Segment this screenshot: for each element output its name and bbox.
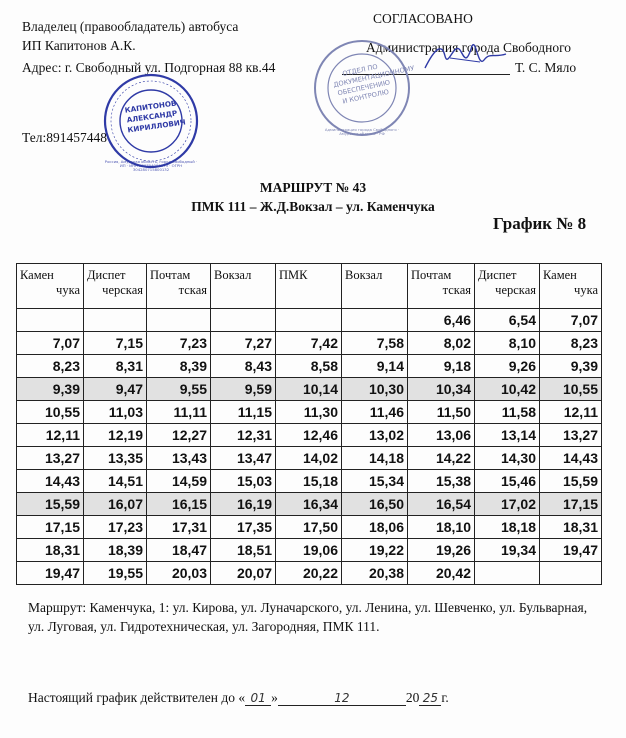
table-header-row: [17, 264, 602, 309]
time-cell: 15,03: [211, 470, 276, 493]
time-cell: 18,10: [408, 516, 475, 539]
time-cell: 14,02: [276, 447, 342, 470]
time-cell: 18,31: [540, 516, 602, 539]
time-cell: [147, 309, 211, 332]
owner-phone: Тел:891457448: [22, 130, 107, 145]
column-header-part: Почтам: [150, 268, 191, 282]
time-cell: 16,54: [408, 493, 475, 516]
time-cell: 8,43: [211, 355, 276, 378]
time-cell: 9,14: [342, 355, 408, 378]
time-cell: 9,47: [84, 378, 147, 401]
validity-suffix: г.: [441, 690, 449, 705]
time-cell: 19,55: [84, 562, 147, 585]
table-row: [17, 378, 602, 401]
time-cell: 12,46: [276, 424, 342, 447]
time-cell: 6,46: [408, 309, 475, 332]
signature: [420, 38, 510, 76]
column-header-part: Диспет: [478, 268, 517, 282]
admin-seal-ring: Администрация города Свободного · Амурская область · РФ: [324, 127, 400, 136]
time-cell: 6,54: [475, 309, 540, 332]
time-cell: [276, 309, 342, 332]
time-cell: 10,55: [17, 401, 84, 424]
time-cell: 19,47: [540, 539, 602, 562]
column-header: [84, 264, 147, 309]
column-header-part: черская: [495, 283, 536, 297]
owner-name: ИП Капитонов А.К.: [22, 38, 136, 53]
column-header-part: ПМК: [279, 268, 308, 282]
time-cell: 9,59: [211, 378, 276, 401]
time-cell: 12,11: [540, 401, 602, 424]
time-cell: 11,30: [276, 401, 342, 424]
time-cell: 7,58: [342, 332, 408, 355]
time-cell: 11,50: [408, 401, 475, 424]
time-cell: 10,34: [408, 378, 475, 401]
time-cell: 14,43: [540, 447, 602, 470]
time-cell: 7,07: [540, 309, 602, 332]
time-cell: 15,34: [342, 470, 408, 493]
time-cell: 16,15: [147, 493, 211, 516]
column-header-part: Вокзал: [214, 268, 252, 282]
time-cell: 13,06: [408, 424, 475, 447]
table-row: [17, 332, 602, 355]
time-cell: 17,02: [475, 493, 540, 516]
validity-prefix: Настоящий график действителен до «: [28, 690, 246, 705]
time-cell: [342, 309, 408, 332]
approval-name: Т. С. Мяло: [515, 60, 577, 75]
column-header: [147, 264, 211, 309]
time-cell: 8,39: [147, 355, 211, 378]
time-cell: 14,30: [475, 447, 540, 470]
time-cell: 9,26: [475, 355, 540, 378]
time-cell: 13,14: [475, 424, 540, 447]
time-cell: 16,34: [276, 493, 342, 516]
time-cell: 8,23: [540, 332, 602, 355]
time-cell: 20,42: [408, 562, 475, 585]
time-cell: 14,51: [84, 470, 147, 493]
time-cell: 12,11: [17, 424, 84, 447]
table-row: [17, 562, 602, 585]
schedule-number: График № 8: [493, 214, 587, 233]
column-header: [211, 264, 276, 309]
time-cell: 13,43: [147, 447, 211, 470]
time-cell: 11,15: [211, 401, 276, 424]
time-cell: 16,50: [342, 493, 408, 516]
column-header-part: Камен: [543, 268, 577, 282]
time-cell: 14,22: [408, 447, 475, 470]
route-subtitle: ПМК 111 – Ж.Д.Вокзал – ул. Каменчука: [191, 199, 435, 214]
time-cell: 9,39: [540, 355, 602, 378]
validity-month: 12: [278, 691, 406, 706]
column-header-part: чука: [574, 283, 598, 297]
time-cell: 14,59: [147, 470, 211, 493]
time-cell: 18,06: [342, 516, 408, 539]
time-cell: 9,55: [147, 378, 211, 401]
time-cell: 17,23: [84, 516, 147, 539]
time-cell: 12,19: [84, 424, 147, 447]
column-header-part: чука: [56, 283, 80, 297]
time-cell: 19,06: [276, 539, 342, 562]
time-cell: [540, 562, 602, 585]
table-row: [17, 401, 602, 424]
column-header-part: Камен: [20, 268, 54, 282]
time-cell: [17, 309, 84, 332]
time-cell: 10,14: [276, 378, 342, 401]
approval-org: Администрация города Свободного: [366, 40, 572, 55]
validity-year: 25: [419, 691, 441, 706]
time-cell: 17,15: [17, 516, 84, 539]
time-cell: 18,39: [84, 539, 147, 562]
time-cell: 8,23: [17, 355, 84, 378]
validity-line: [28, 690, 449, 706]
time-cell: [475, 562, 540, 585]
time-cell: 14,18: [342, 447, 408, 470]
column-header: [540, 264, 602, 309]
time-cell: 7,23: [147, 332, 211, 355]
admin-seal: [312, 38, 416, 138]
time-cell: 17,50: [276, 516, 342, 539]
owner-title: Владелец (правообладатель) автобуса: [22, 19, 239, 34]
time-cell: 15,59: [17, 493, 84, 516]
time-cell: 15,59: [540, 470, 602, 493]
time-cell: 10,30: [342, 378, 408, 401]
column-header: [475, 264, 540, 309]
time-cell: 7,07: [17, 332, 84, 355]
column-header-part: черская: [102, 283, 143, 297]
column-header-part: Почтам: [411, 268, 452, 282]
owner-seal-text: КАПИТОНОВ АЛЕКСАНДР КИРИЛЛОВИЧ: [124, 98, 187, 135]
time-cell: 12,31: [211, 424, 276, 447]
time-cell: 17,15: [540, 493, 602, 516]
time-cell: 18,31: [17, 539, 84, 562]
column-header: [17, 264, 84, 309]
time-cell: 7,15: [84, 332, 147, 355]
time-cell: 8,58: [276, 355, 342, 378]
time-cell: 13,47: [211, 447, 276, 470]
table-row: [17, 516, 602, 539]
time-cell: 16,19: [211, 493, 276, 516]
time-cell: 15,38: [408, 470, 475, 493]
time-cell: 18,51: [211, 539, 276, 562]
column-header-part: Вокзал: [345, 268, 383, 282]
time-cell: 12,27: [147, 424, 211, 447]
time-cell: 19,22: [342, 539, 408, 562]
table-row: [17, 493, 602, 516]
admin-seal-text: ОТДЕЛ ПО ДОКУМЕНТАЦИОННОМУ ОБЕСПЕЧЕНИЮ И КОНТРОЛЮ: [332, 62, 416, 106]
time-cell: 17,31: [147, 516, 211, 539]
timetable: [16, 263, 602, 585]
time-cell: 15,46: [475, 470, 540, 493]
time-cell: 19,34: [475, 539, 540, 562]
time-cell: 11,58: [475, 401, 540, 424]
time-cell: 15,18: [276, 470, 342, 493]
approval-title: СОГЛАСОВАНО: [373, 11, 473, 26]
time-cell: 20,03: [147, 562, 211, 585]
column-header-part: Диспет: [87, 268, 126, 282]
time-cell: 18,18: [475, 516, 540, 539]
owner-seal: [102, 72, 200, 170]
time-cell: 8,31: [84, 355, 147, 378]
validity-year-prefix: 20: [405, 690, 420, 705]
table-row: [17, 539, 602, 562]
time-cell: 11,03: [84, 401, 147, 424]
column-header-part: тская: [442, 283, 471, 297]
time-cell: 9,39: [17, 378, 84, 401]
owner-address: Адрес: г. Свободный ул. Подгорная 88 кв.44: [22, 60, 276, 75]
validity-mid: »: [271, 690, 278, 705]
time-cell: 7,42: [276, 332, 342, 355]
table-row: [17, 470, 602, 493]
column-header-part: тская: [178, 283, 207, 297]
table-row: [17, 355, 602, 378]
time-cell: 10,55: [540, 378, 602, 401]
column-header: [408, 264, 475, 309]
time-cell: 20,07: [211, 562, 276, 585]
table-row: [17, 309, 602, 332]
route-description: Маршрут: Каменчука, 1: ул. Кирова, ул. Луначарского, ул. Ленина, ул. Шевченко, ул. Бульварная, ул. Луговая, ул. Гидротехническая, ул. Загородняя, ПМК 111.: [28, 600, 588, 634]
time-cell: 11,46: [342, 401, 408, 424]
time-cell: 19,26: [408, 539, 475, 562]
time-cell: 10,42: [475, 378, 540, 401]
time-cell: 13,27: [17, 447, 84, 470]
time-cell: 7,27: [211, 332, 276, 355]
table-row: [17, 424, 602, 447]
time-cell: 9,18: [408, 355, 475, 378]
column-header: [342, 264, 408, 309]
owner-seal-ring: Россия, Амурская область, город Свободный · ИП · ИНН 280704001173 · ОГРН 304280715800132: [104, 159, 198, 172]
time-cell: 13,35: [84, 447, 147, 470]
time-cell: [211, 309, 276, 332]
time-cell: [84, 309, 147, 332]
time-cell: 17,35: [211, 516, 276, 539]
time-cell: 13,02: [342, 424, 408, 447]
validity-day: 01: [245, 691, 271, 706]
time-cell: 8,10: [475, 332, 540, 355]
time-cell: 18,47: [147, 539, 211, 562]
time-cell: 19,47: [17, 562, 84, 585]
time-cell: 8,02: [408, 332, 475, 355]
time-cell: 20,22: [276, 562, 342, 585]
time-cell: 16,07: [84, 493, 147, 516]
table-row: [17, 447, 602, 470]
time-cell: 14,43: [17, 470, 84, 493]
route-title: МАРШРУТ № 43: [259, 180, 367, 195]
time-cell: 20,38: [342, 562, 408, 585]
time-cell: 11,11: [147, 401, 211, 424]
column-header: [276, 264, 342, 309]
time-cell: 13,27: [540, 424, 602, 447]
